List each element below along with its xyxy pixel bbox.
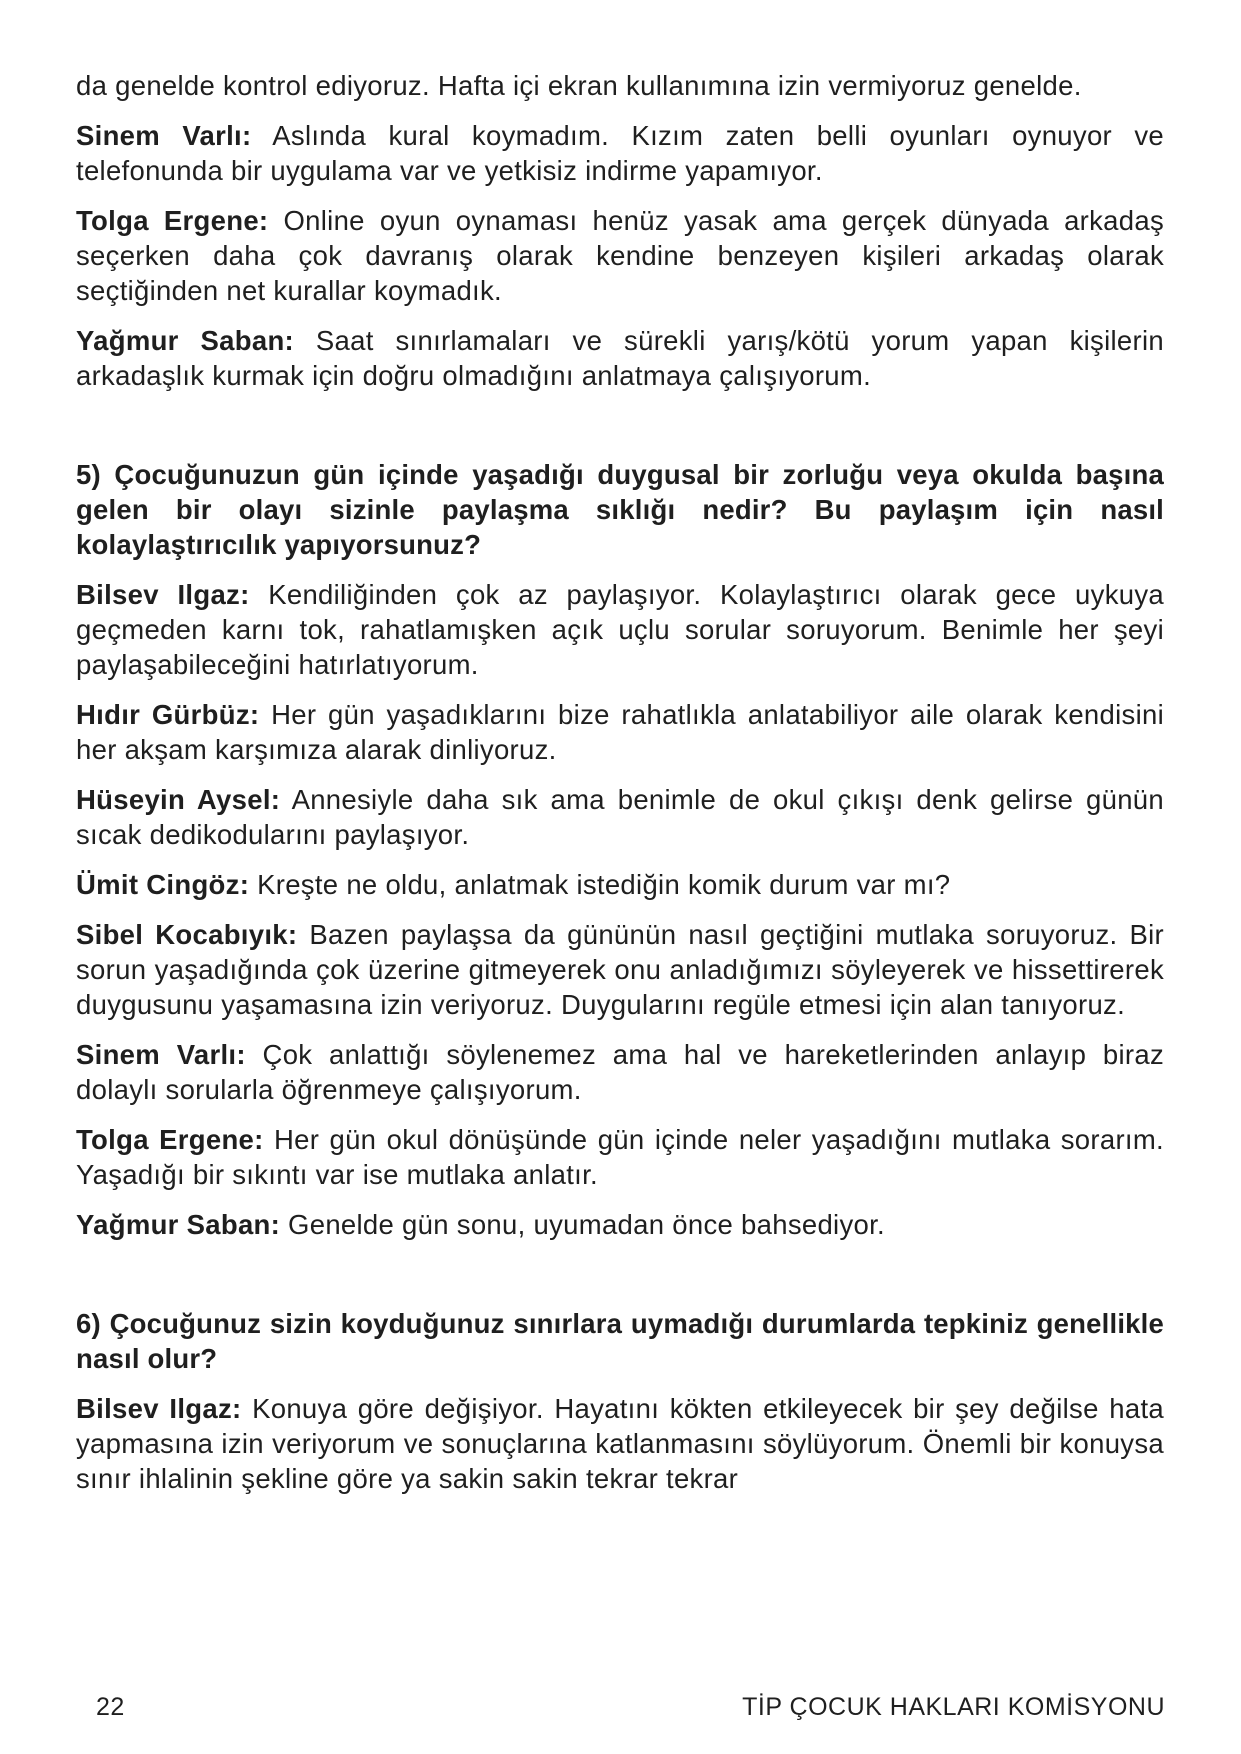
answer-text: Kreşte ne oldu, anlatmak istediğin komik durum var mı? bbox=[249, 869, 951, 900]
answer-text: Her gün okul dönüşünde gün içinde neler yaşadığını mutlaka sorarım. Yaşadığı bir sıkıntı var ise mutlaka anlatır. bbox=[76, 1124, 1164, 1190]
answer-text: Çok anlattığı söylenemez ama hal ve hareketlerinden anlayıp biraz dolaylı sorularla öğrenmeye çalışıyorum. bbox=[76, 1039, 1164, 1105]
answer-text: Saat sınırlamaları ve sürekli yarış/kötü yorum yapan kişilerin arkadaşlık kurmak için doğru olmadığını anlatmaya çalışıyorum. bbox=[76, 325, 1164, 391]
speaker-name: Yağmur Saban: bbox=[76, 1209, 281, 1240]
answer-text: Online oyun oynaması henüz yasak ama gerçek dünyada arkadaş seçerken daha çok davranış olarak kendine benzeyen kişileri arkadaş olarak seçtiğinden net kurallar koymadık. bbox=[76, 205, 1165, 306]
speaker-name: Tolga Ergene: bbox=[76, 1124, 264, 1155]
answer-paragraph bbox=[76, 867, 1164, 902]
speaker-name: Yağmur Saban: bbox=[76, 325, 295, 356]
speaker-name: Tolga Ergene: bbox=[76, 205, 269, 236]
answer-text: Kendiliğinden çok az paylaşıyor. Kolaylaştırıcı olarak gece uykuya geçmeden karnı tok, rahatlamışken açık uçlu sorular soruyorum. Benimle her şeyi paylaşabileceğini hatırlatıyorum. bbox=[76, 579, 1164, 680]
answer-text: Genelde gün sonu, uyumadan önce bahsediyor. bbox=[280, 1209, 885, 1240]
speaker-name: Bilsev Ilgaz: bbox=[76, 1393, 242, 1424]
answer-paragraph bbox=[76, 917, 1164, 1022]
speaker-name: Hüseyin Aysel: bbox=[76, 784, 281, 815]
page-content bbox=[76, 68, 1164, 1511]
answer-paragraph bbox=[76, 323, 1164, 393]
answer-text: Bazen paylaşsa da gününün nasıl geçtiğini mutlaka soruyoruz. Bir sorun yaşadığında çok üzerine gitmeyerek onu anladığımızı söyleyerek ve hissettirerek duygusunu yaşamasına izin veriyoruz. Duygularını regüle etmesi için alan tanıyoruz. bbox=[76, 919, 1164, 1020]
answer-paragraph bbox=[76, 203, 1164, 308]
speaker-name: Hıdır Gürbüz: bbox=[76, 699, 260, 730]
speaker-name: Sibel Kocabıyık: bbox=[76, 919, 298, 950]
answer-paragraph bbox=[76, 1391, 1164, 1496]
answer-text: Annesiyle daha sık ama benimle de okul çıkışı denk gelirse günün sıcak dedikodularını paylaşıyor. bbox=[76, 784, 1164, 850]
answer-text: Aslında kural koymadım. Kızım zaten belli oyunları oynuyor ve telefonunda bir uygulama var ve yetkisiz indirme yapamıyor. bbox=[76, 120, 1165, 186]
footer-title: TİP ÇOCUK HAKLARI KOMİSYONU bbox=[742, 1693, 1165, 1721]
answer-paragraph bbox=[76, 782, 1164, 852]
answer-paragraph bbox=[76, 577, 1164, 682]
answer-paragraph bbox=[76, 697, 1164, 767]
question-heading: 5) Çocuğunuzun gün içinde yaşadığı duygusal bir zorluğu veya okulda başına gelen bir olayı sizinle paylaşma sıklığı nedir? Bu paylaşım için nasıl kolaylaştırıcılık yapıyorsunuz? bbox=[76, 459, 1164, 560]
answer-paragraph bbox=[76, 118, 1164, 188]
speaker-name: Sinem Varlı: bbox=[76, 1039, 246, 1070]
speaker-name: Ümit Cingöz: bbox=[76, 869, 250, 900]
answer-paragraph bbox=[76, 1122, 1164, 1192]
question-heading: 6) Çocuğunuz sizin koyduğunuz sınırlara uymadığı durumlarda tepkiniz genellikle nasıl olur? bbox=[76, 1308, 1164, 1374]
speaker-name: Sinem Varlı: bbox=[76, 120, 252, 151]
page-number: 22 bbox=[96, 1693, 125, 1721]
answer-paragraph bbox=[76, 1037, 1164, 1107]
answer-text: Konuya göre değişiyor. Hayatını kökten etkileyecek bir şey değilse hata yapmasına izin veriyorum ve sonuçlarına katlanmasını söylüyorum. Önemli bir konuysa sınır ihlalinin şekline göre ya sakin sakin tekrar tekrar bbox=[76, 1393, 1164, 1494]
answer-text: Her gün yaşadıklarını bize rahatlıkla anlatabiliyor aile olarak kendisini her akşam karşımıza alarak dinliyoruz. bbox=[76, 699, 1164, 765]
opening-paragraph: da genelde kontrol ediyoruz. Hafta içi ekran kullanımına izin vermiyoruz genelde. bbox=[76, 70, 1082, 101]
speaker-name: Bilsev Ilgaz: bbox=[76, 579, 250, 610]
answer-paragraph bbox=[76, 1207, 1164, 1242]
